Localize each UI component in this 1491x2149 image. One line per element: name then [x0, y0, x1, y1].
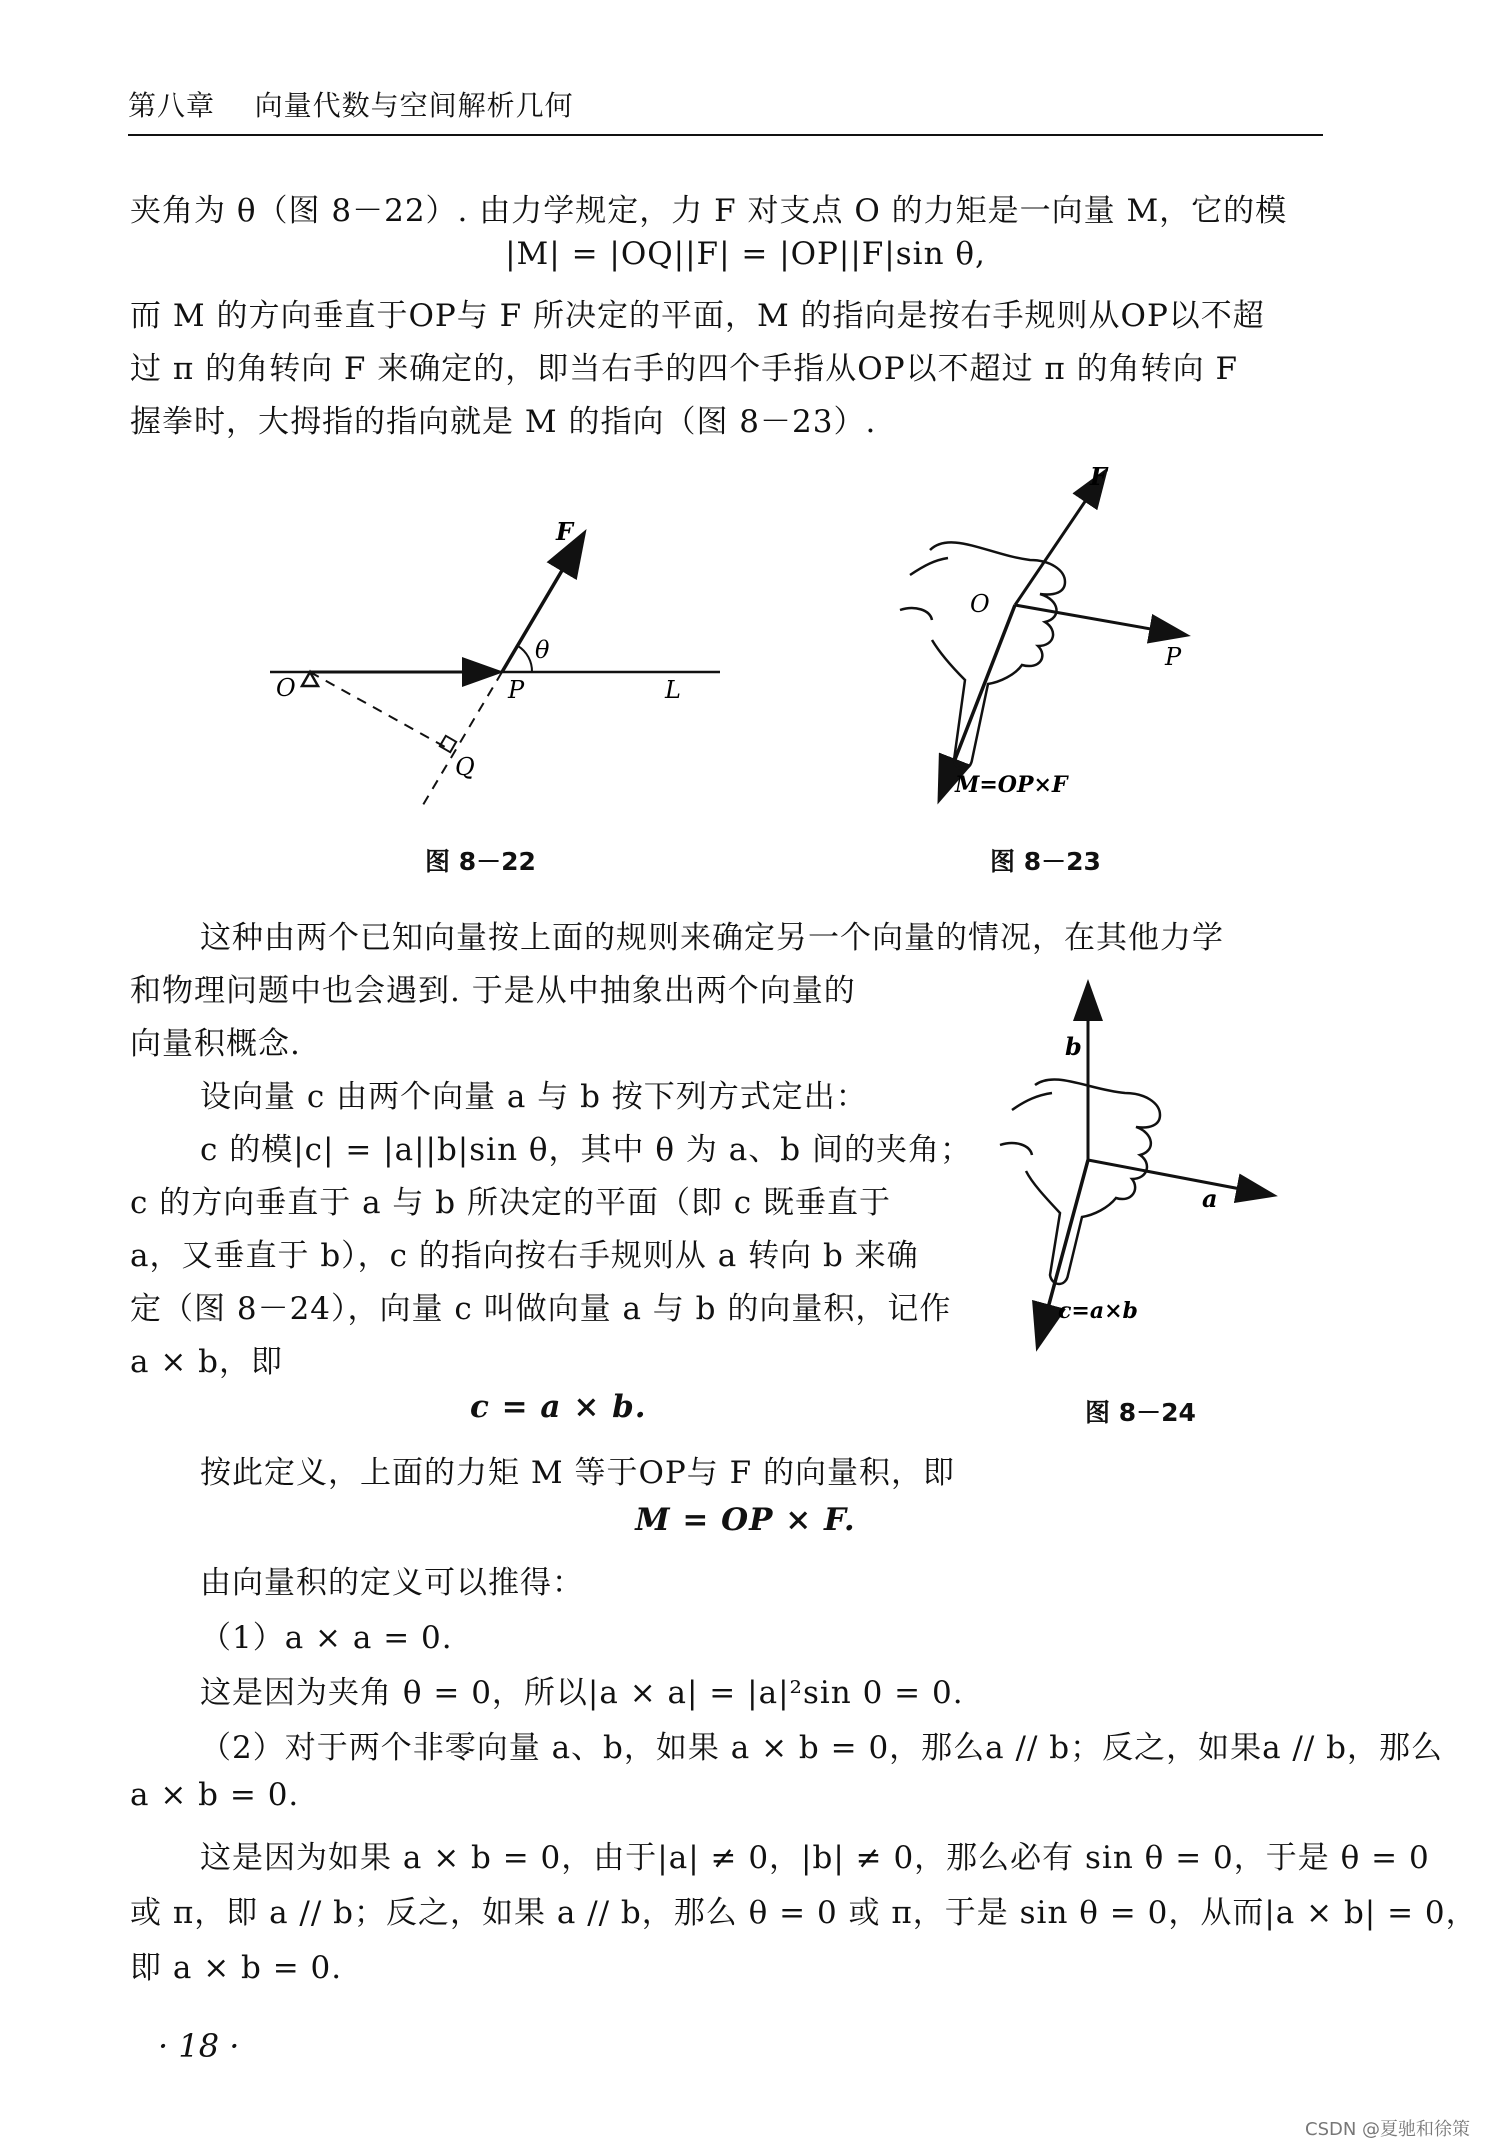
label-P: P — [508, 676, 525, 704]
text-para-1: 这种由两个已知向量按上面的规则来确定另一个向量的情况，在其他力学 — [200, 920, 1224, 956]
vector-F — [1015, 472, 1105, 605]
label-O: O — [970, 590, 990, 618]
label-F: F — [1090, 462, 1108, 491]
text-line-4: 握拳时，大拇指的指向就是 M 的指向（图 8－23）. — [130, 404, 877, 440]
page-number: · 18 · — [158, 2027, 240, 2065]
text-para-14: （2）对于两个非零向量 a、b，如果 a × b = 0，那么a // b；反之，如果a // b，那么 — [200, 1730, 1444, 1766]
text-para-6: c 的方向垂直于 a 与 b 所决定的平面（即 c 既垂直于 — [130, 1185, 892, 1221]
caption-fig-8-23: 图 8－23 — [990, 847, 1101, 876]
chapter-number: 第八章 — [128, 89, 216, 122]
equation-torque-vector: M = OP × F. — [635, 1502, 856, 1538]
chapter-title: 向量代数与空间解析几何 — [254, 89, 574, 122]
text-para-16: 这是因为如果 a × b = 0，由于|a| ≠ 0，|b| ≠ 0，那么必有 sin θ = 0，于是 θ = 0 — [200, 1840, 1430, 1876]
text-para-10: 按此定义，上面的力矩 M 等于OP与 F 的向量积，即 — [200, 1455, 955, 1491]
label-a: a — [1202, 1184, 1218, 1213]
label-F: F — [556, 517, 574, 546]
right-hand-icon — [900, 542, 1065, 769]
caption-fig-8-24: 图 8－24 — [1085, 1398, 1196, 1427]
text-para-7: a，又垂直于 b），c 的指向按右手规则从 a 转向 b 来确 — [130, 1238, 919, 1274]
figure-8-22 — [250, 500, 770, 830]
vector-OP — [1015, 605, 1185, 635]
right-angle-marker — [440, 736, 456, 752]
text-line-1: 夹角为 θ（图 8－22）. 由力学规定，力 F 对支点 O 的力矩是一向量 M，它的模 — [130, 193, 1288, 229]
header-rule — [128, 134, 1323, 136]
text-para-13: 这是因为夹角 θ = 0，所以|a × a| = |a|²sin 0 = 0. — [200, 1675, 964, 1711]
label-P: P — [1165, 643, 1182, 671]
right-hand-icon — [1000, 1079, 1160, 1284]
chapter-header — [128, 84, 574, 124]
label-M: M=OP×F — [955, 772, 1068, 798]
perpendicular-OQ-dashed — [310, 672, 447, 748]
text-line-3: 过 π 的角转向 F 来确定的，即当右手的四个手指从OP以不超过 π 的角转向 F — [130, 351, 1239, 387]
text-para-8: 定（图 8－24），向量 c 叫做向量 a 与 b 的向量积，记作 — [130, 1291, 952, 1327]
label-theta: θ — [535, 636, 550, 664]
equation-cross-product: c = a × b. — [470, 1389, 647, 1425]
caption-fig-8-22: 图 8－22 — [425, 847, 536, 876]
label-Q: Q — [455, 753, 475, 781]
angle-arc — [518, 646, 532, 672]
figure-8-24 — [990, 975, 1290, 1355]
label-L: L — [665, 676, 681, 704]
text-para-15: a × b = 0. — [130, 1777, 300, 1813]
figure-8-23 — [890, 460, 1220, 810]
text-para-18: 即 a × b = 0. — [130, 1950, 343, 1986]
text-para-9: a × b，即 — [130, 1344, 284, 1380]
vector-M — [940, 605, 1015, 798]
vector-a — [1088, 1160, 1272, 1195]
text-line-2: 而 M 的方向垂直于OP与 F 所决定的平面，M 的指向是按右手规则从OP以不超 — [130, 298, 1265, 334]
text-para-12: （1）a × a = 0. — [200, 1620, 453, 1656]
text-para-11: 由向量积的定义可以推得： — [200, 1565, 584, 1601]
text-para-17: 或 π，即 a // b；反之，如果 a // b，那么 θ = 0 或 π，于是 sin θ = 0，从而|a × b| = 0， — [130, 1895, 1478, 1931]
text-para-3: 向量积概念. — [130, 1026, 301, 1062]
watermark: CSDN @夏驰和徐策 — [1305, 2119, 1471, 2140]
equation-torque-magnitude: |M| = |OQ||F| = |OP||F|sin θ, — [505, 236, 986, 272]
text-para-5: c 的模|c| = |a||b|sin θ，其中 θ 为 a、b 间的夹角； — [200, 1132, 972, 1168]
line-of-action-dashed — [420, 672, 502, 810]
label-O: O — [276, 674, 296, 702]
text-para-2: 和物理问题中也会遇到. 于是从中抽象出两个向量的 — [130, 973, 856, 1009]
label-b: b — [1065, 1032, 1082, 1061]
text-para-4: 设向量 c 由两个向量 a 与 b 按下列方式定出： — [200, 1079, 868, 1115]
label-c: c=a×b — [1058, 1298, 1138, 1324]
